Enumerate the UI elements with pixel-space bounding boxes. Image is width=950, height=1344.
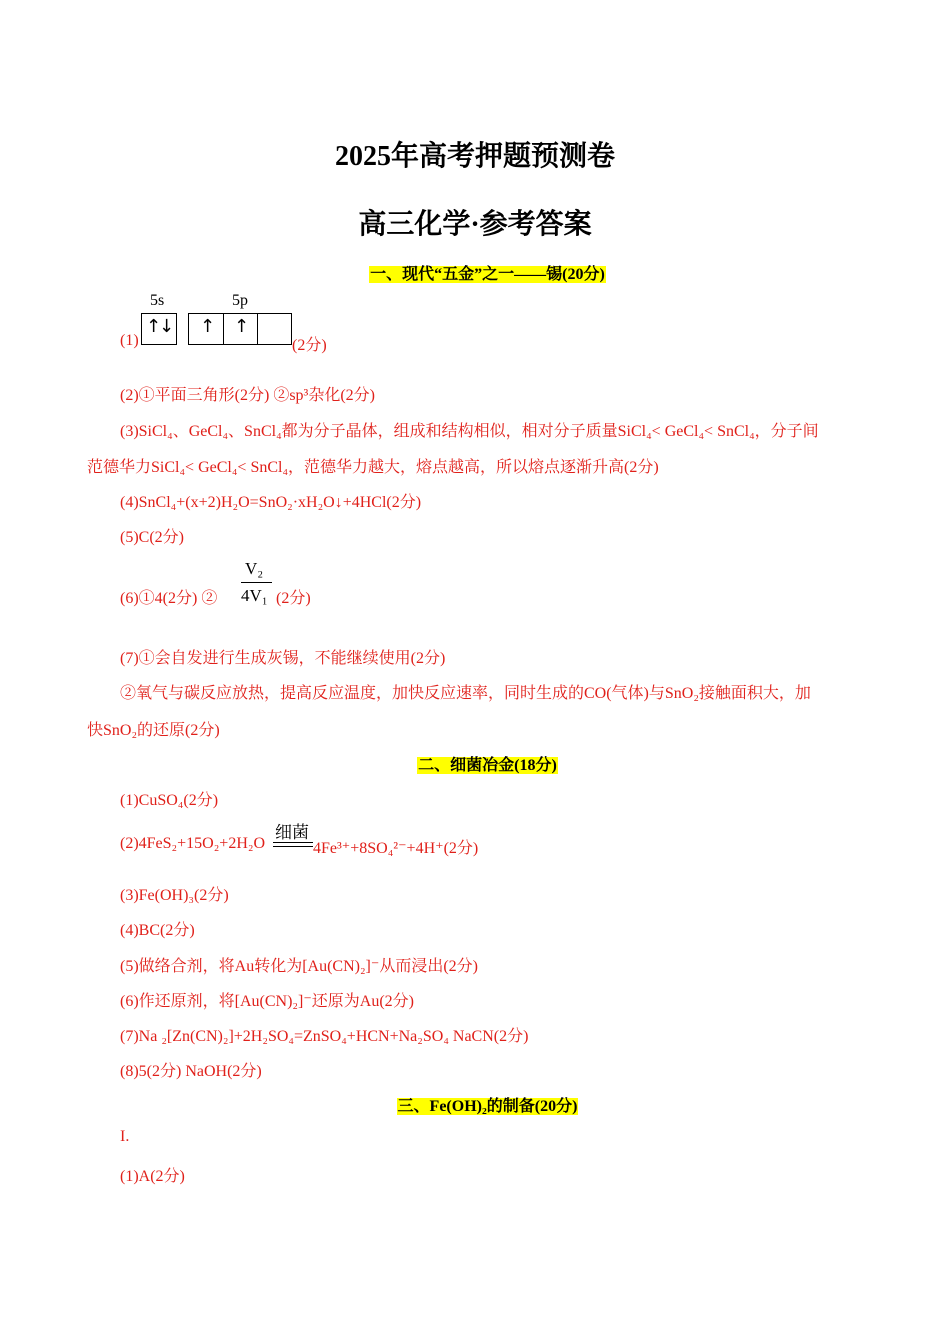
spin-up-arrow-icon: ↑ bbox=[234, 316, 250, 337]
orbital-label-5s: 5s bbox=[150, 292, 165, 309]
answer-1-3-line2: 范德华力SiCl₄< GeCl₄< SnCl₄，范德华力越大，熔点越高，所以熔点逐渐升高(2分) bbox=[87, 459, 659, 476]
answer-1-2: (2)①平面三角形(2分) ②sp³杂化(2分) bbox=[120, 387, 375, 404]
answer-2-2-left: (2)4FeS₂+15O₂+2H₂O bbox=[120, 835, 265, 852]
answer-1-6-prefix: (6)①4(2分) ② bbox=[120, 590, 218, 607]
fraction-denominator: 4V₁ bbox=[241, 586, 268, 605]
answer-3-1: (1)A(2分) bbox=[120, 1168, 185, 1185]
spin-up-arrow-icon: ↑ bbox=[146, 316, 162, 337]
orbital-box-5s bbox=[141, 313, 177, 345]
answer-2-5: (5)做络合剂，将Au转化为[Au(CN)₂]⁻从而浸出(2分) bbox=[120, 958, 478, 975]
answer-1-score: (2分) bbox=[292, 337, 327, 354]
exam-subtitle: 高三化学·参考答案 bbox=[358, 209, 592, 240]
section-heading-3: 三、Fe(OH)₂的制备(20分) bbox=[397, 1098, 578, 1115]
equals-bar-top bbox=[273, 842, 313, 843]
spin-up-arrow-icon: ↑ bbox=[200, 316, 216, 337]
answer-2-6: (6)作还原剂，将[Au(CN)₂]⁻还原为Au(2分) bbox=[120, 993, 414, 1010]
answer-3-part-label: I. bbox=[120, 1128, 130, 1145]
answer-1-prefix: (1) bbox=[120, 332, 139, 349]
reaction-condition: 细菌 bbox=[275, 823, 309, 843]
orbital-label-5p: 5p bbox=[232, 292, 248, 309]
answer-2-4: (4)BC(2分) bbox=[120, 922, 195, 939]
answer-2-2-right: 4Fe³⁺+8SO₄²⁻+4H⁺(2分) bbox=[313, 840, 479, 857]
answer-2-8: (8)5(2分) NaOH(2分) bbox=[120, 1063, 262, 1080]
answer-1-7-2-line1: ②氧气与碳反应放热，提高反应温度，加快反应速率，同时生成的CO(气体)与SnO₂接触面积大，加 bbox=[120, 685, 811, 702]
orbital-box-5p bbox=[188, 313, 292, 345]
answer-1-7-2-line2: 快SnO₂的还原(2分) bbox=[87, 722, 220, 739]
answer-1-5: (5)C(2分) bbox=[120, 529, 184, 546]
fraction-bar bbox=[241, 582, 272, 583]
equals-bar-bottom bbox=[273, 846, 313, 847]
answer-1-3-line1: (3)SiCl₄、GeCl₄、SnCl₄都为分子晶体，组成和结构相似，相对分子质量SiCl₄< GeCl₄< SnCl₄，分子间 bbox=[120, 423, 819, 440]
answer-2-7: (7)Na ₂[Zn(CN)₂]+2H₂SO₄=ZnSO₄+HCN+Na₂SO₄ NaCN(2分) bbox=[120, 1028, 529, 1045]
exam-title: 2025年高考押题预测卷 bbox=[334, 141, 615, 172]
answer-1-4: (4)SnCl₄+(x+2)H₂O=SnO₂·xH₂O↓+4HCl(2分) bbox=[120, 494, 422, 511]
spin-down-arrow-icon: ↓ bbox=[159, 316, 175, 337]
answer-2-3: (3)Fe(OH)₃(2分) bbox=[120, 887, 229, 904]
answer-2-1: (1)CuSO₄(2分) bbox=[120, 792, 219, 809]
answer-1-7-1: (7)①会自发进行生成灰锡，不能继续使用(2分) bbox=[120, 650, 446, 667]
fraction-numerator: V₂ bbox=[245, 559, 264, 578]
section-heading-1: 一、现代“五金”之一——锡(20分) bbox=[370, 266, 605, 283]
answer-1-6-score: (2分) bbox=[276, 590, 311, 607]
section-heading-2: 二、细菌冶金(18分) bbox=[418, 757, 557, 774]
